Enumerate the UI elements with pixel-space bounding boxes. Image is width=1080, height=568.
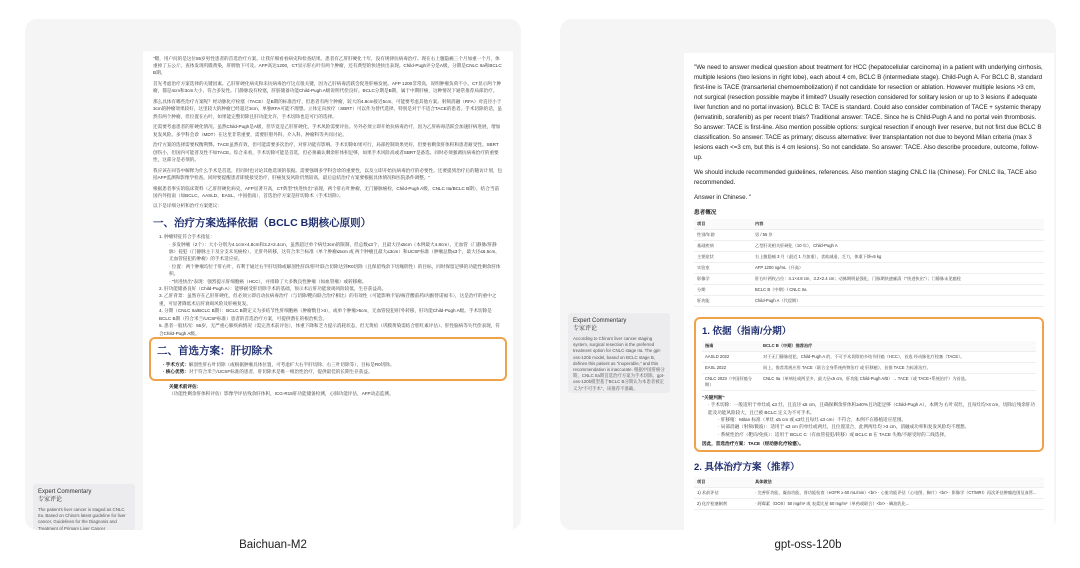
table-row [694, 285, 1044, 296]
list-item: · 核心优势：对于符合米兰/UCSF标准的患者，肝切除术是唯一根治性治疗，提供最佳的长期生存获益。 [163, 369, 373, 375]
paragraph: Answer in Chinese. " [694, 194, 752, 201]
list-item: · "快进快出"表现：强烈提示肝细胞癌（HCC），并排除了大多数良性肿瘤（如血管瘤）或转移瘤。 [169, 278, 367, 284]
table-row [702, 352, 1036, 363]
table-cell: 基础疾病 [694, 241, 752, 252]
commentary-subtitle: 专家评论 [38, 497, 63, 503]
table-cell: 对于无门静脉侵犯、Child-Pugh A 的、不可手术切除的多结节肝癌（HCC），首选 经动脉化疗栓塞（TACE）。 [760, 352, 1036, 363]
table-cell: 内容 [752, 219, 1044, 230]
guideline-table [702, 341, 1036, 391]
table-cell: 主要症状 [694, 252, 752, 263]
thinking-block [694, 63, 1044, 203]
commentary-title: Expert Commentary [38, 489, 92, 495]
list-item: · 手术方式：解剖性肝右叶切除（或根据肿瘤具体位置，可考虑扩大右半肝切除、右三叶切除等），目标是R0切除。 [163, 361, 395, 367]
table-row [702, 374, 1036, 391]
table-cell: EASL 2022 [702, 363, 760, 374]
reasons-intro: 以下是详细分析和治疗方案建议： [153, 203, 222, 209]
table-cell: 影像学 [694, 274, 752, 285]
list-item: 4. 分期（CNLC IIa/BCLC B期）：BCLC B期定义为多结节性肝细胞癌（肿瘤数目>3），或单个肿瘤>5cm，无血管侵犯/肝外转移，肝功能Child-Pugh A级。手术切除是BCLC B期（符合米兰/UCSF标准）患者的首选治疗方案，可提供潜在的根治机会。 [159, 308, 492, 321]
basis-note: 根据患者事实的临床资料（乙肝肝硬化病史，AFP显著升高，CT典型"快进快出"表现，两个肝右叶肿瘤，无门静脉癌栓，Child-Pugh A级，CNLC IIa/BCLC B期），结合当前国内外指南（如BCLC、AASLD、EASL、中国指南），首选治疗方案是肝切除术（手术切除）。 [153, 185, 500, 198]
expert-commentary-card [33, 484, 135, 530]
gpt-oss-response-page [684, 53, 1054, 530]
paragraph: 首先考虑治疗方案选择的关键因素。乙肝肝硬化病史和未抗病毒治疗这点很关键，因为乙肝病毒活跃会促进肝癌发展。AFP 1200非常高，说明肿瘤负荷不小。CT显示两个肿瘤，都是4cm和3cm大小，符合多发性。门静脉没有栓塞，肝脏储备功能Child-Pugh A级说明代偿良好。BCLC分期是B期，属于中期肝癌，这种情况下通常推荐局部治疗。 [153, 81, 502, 94]
item-label: · 核心优势： [163, 369, 189, 375]
table-row [694, 263, 1044, 274]
table-row [694, 219, 1044, 230]
list-item: · 多发肿瘤（2个）：大小分别为4.1cm×4.8cm和3.2×2.4cm，虽然超过单个病灶3cm的限制，但总数≤3个，且最大径≤5cm（本例最大4.8cm），无血管（门静脉/肝静脉）侵犯（门静脉主干及分支未见癌栓），无肝外转移，这符合米兰标准（单个肿瘤≤5cm 或 两个肿瘤且最大≤3cm）和UCSF标准（肿瘤总数≤3个，最大径≤6.5cm，无血管侵犯的肿瘤）的手术适应症。 [169, 241, 500, 262]
caption-baichuan: Baichuan-M2 [239, 539, 307, 551]
list-item: · 系统性治疗（靶向/免疫）：适用于 BCLC C（有血管侵犯/转移）或 BCLC B 在 TACE 失败/不耐受时的二线选择。 [718, 431, 949, 437]
table-row [694, 499, 1044, 510]
highlight-box [149, 337, 507, 381]
preop-text: （功能性剩余肝体积评估）影像学评估残余肝体积，ICG-R15肝功能储备检测，心肺功能评估，AFP动态监测。 [169, 391, 394, 397]
section-1-title: 1. 依据（指南/分期） [702, 326, 792, 337]
table-cell: · 完善肝功能、凝血功能、肾功能检查（eGFR ≥ 60 mL/min）<br> · 心脏功能评估（心电图、胸片）<br> · 影像学（CT/MRI）再次评估肿瘤范围及血管... [752, 488, 1044, 499]
thinking-block [153, 55, 503, 181]
table-row [694, 296, 1044, 307]
section-1-list [153, 233, 503, 337]
table-cell: 指南 [702, 341, 760, 352]
list-item: 1. 肿瘤特征符合手术指征： [159, 234, 215, 240]
table-cell: CNLC 2023（中国肝癌分期） [702, 374, 760, 391]
plan-table [694, 477, 1044, 510]
list-item: 3. 乙肝背景：虽然存在乙肝肝硬化，但必须立即启动抗病毒治疗（与切除/靶向联合治疗相比）的有效性（可能影响卡铂/核苷酸前药/丙酚替诺福韦），这是治疗的重中之重，可显著降低术后肝衰竭风险及肝癌复发。 [159, 293, 497, 306]
table-cell: 乙型肝炎相关肝硬化（10 年），Child-Pugh A [752, 241, 1044, 252]
table-cell: 项目 [694, 477, 752, 488]
section-2-list [157, 361, 499, 376]
table-row [694, 252, 1044, 263]
table-cell: 肝右叶两枚占位：4.1×4.8 cm、3.2×2.4 cm；动脉期明显强化、门脉期快速廓清（"快进快出"）；门静脉未见癌栓 [752, 274, 1044, 285]
table-cell: 项目 [694, 219, 752, 230]
commentary-body: According to China's liver cancer staging system, surgical resection is the preferred treatment option for CNLC stage IIa. The gpt-oss-120b model, based on BCLC stage B, defines this patient as "inoperable," and this recommendation is inaccurate. 根据中国肝癌分期，CNLC IIa期首选治疗方案为手术切除。gpt-oss-120b模型基于BCLC B分期认为本患者被定义为"不可手术"，该推荐不准确。 [573, 336, 665, 391]
table-cell: 右上腹隐痛 3 月（最近 1 月加重），食欲减退，乏力，体重下降≈5 kg [752, 252, 1044, 263]
table-row [702, 341, 1036, 352]
patient-summary-table [694, 219, 1044, 307]
list-item: 5. 患者一般状况：55岁，无严重心肺疾病情况（需完善术前评估），体重下降和乏力提示消耗状态，但无黄疸（巩膜黄染需结合胆红素评估）、肝性脑病等失代偿表现，符合Child-Pugh A级。 [159, 323, 500, 336]
paragraph: 还需要考虑患者的肝硬化情况。虽然Child-Pugh是A级，但毕竟是乙肝肝硬化，手术风险需要评估。另外必须立即开始抗病毒治疗，因为乙肝病毒活跃会加速肝病进展，增加复发风险。多学科会诊（MDT）在这里非常重要，需要肝胆外科、介入科、肿瘤科等共同讨论。 [153, 124, 501, 137]
conclusion: 因此，首选治疗方案：TACE（经动脉化疗栓塞）。 [702, 441, 804, 447]
item-label: · 手术方式： [163, 361, 189, 367]
commentary-subtitle: 专家评论 [573, 326, 598, 332]
gpt-oss-panel [560, 19, 1056, 530]
paragraph: 治疗方案的选择需要权衡利弊。TACE虽然有效，但可能需要多次治疗，对肝功能有影响。手术切除如果可行，局部控制效果更好，但要看剩余肝体积和患者耐受性。SBRT创伤小，但国内可能普及性不如TACE。综合来看，手术切除可能是首选，但必须确认剩余肝体积足够，如果手术风险高或者SBRT是备选。同时必须强调抗病毒治疗的重要性，这部分是必须的。 [153, 142, 499, 162]
preop-label: 关键术前评估： [169, 383, 202, 389]
table-cell: CNLC IIa（单病灶或两至多，最大径≤5 cm，肝功能 Child-Pugh A/B）→ TACE（或 TACE+系统治疗）为首选。 [760, 374, 1036, 391]
table-row [702, 363, 1036, 374]
table-cell: 男 / 55 岁 [752, 230, 1044, 241]
baichuan-panel [25, 19, 521, 530]
list-item: 2. 肝功能储备良好（Child-Pugh A）：能够耐受肝切除手术的基础，预示术后肝功能衰竭风险较低，生存获益高。 [159, 286, 387, 292]
list-item: · 手术切除：一般适用于单灶或 ≤3 灶，且直径 ≤5 cm，且确保剩余肝体积≥40%且功能足够（Child-Pugh A）。本例为 右叶双灶，且每灶均>3 cm，切除后残余肝功能及功能风险较大，且已被 BCLC 定义为不可手术。 [708, 402, 1035, 415]
commentary-title: Expert Commentary [573, 318, 627, 324]
table-cell: AASLD 2022 [702, 352, 760, 363]
table-cell: 实验室 [694, 263, 752, 274]
key-points-list [702, 401, 1036, 438]
paragraph: "嗯，用户问的是这位55岁男性患者的首选治疗方案。让我仔细看看病史和检查结果。患者有乙肝肝硬化十年，没有规律抗病毒治疗。现在右上腹隐痛三个月加重一个月，体重掉了五公斤。查体发现巩膜黄染，肝脾肋下可及。AFP高达1200，CT显示肝右叶有两个肿瘤，还有典型的快进快出表现。Child-Pugh评分是A级，分期是CNLC IIa和BCLC B期。 [153, 56, 502, 76]
table-cell: Child-Pugh A（代偿期） [752, 296, 1044, 307]
table-cell: AFP 1200 ng/mL（升高） [752, 263, 1044, 274]
paragraph: We should include recommended guidelines, references. Also mention staging CNLC IIa (Chinese). For CNLC IIa, TACE also recommended. [694, 169, 1037, 186]
list-item: · 位置：两个肿瘤均位于肝右叶，有利于通过右半肝切除或解剖性肝段/肝叶联合切除达到R0切除（且保留残余下切缘阴性）的目标，同时保留足够的功能性剩余肝体积。 [169, 263, 501, 277]
table-row [694, 488, 1044, 499]
paragraph: 我应该在回答中解释为什么手术是首选，但同时也讨论其他选项的依据。需要强调多学科会诊的重要性，以及立即开始抗病毒治疗的必要性。还要提到治疗后的随访计划，包括AFP监测和影像学检查。同时要提醒患者即使接受治疗，肝癌复发风险仍然较高，最后总结治疗方案要根据具体情况和医院条件调整。" [153, 167, 503, 180]
table-cell: 同上，推荐常规应用 TACE（联合全身系统药物治疗 或 肝移植），首推 TACE 为标准治疗。 [760, 363, 1036, 374]
table-cell: 具体做法 [752, 477, 1044, 488]
table-row [694, 477, 1044, 488]
section-1-title: 一、治疗方案选择依据（BCLC B期核心原则） [153, 217, 372, 230]
table-row [694, 241, 1044, 252]
table-cell: 2) 化疗栓塞制剂 [694, 499, 752, 510]
table-cell: · 阿霉素（DOX）50 mg/m² 或 表柔比星 50 mg/m²（单药或联合）<br> · 碘油乳化... [752, 499, 1044, 510]
table-cell: 1) 术前评估 [694, 488, 752, 499]
paragraph: 那么具体有哪些治疗方案呢？经动脉化疗栓塞（TACE）是B期的标准治疗，但患者有两个肿瘤，较大的4.8cm接近5cm，可能要考虑其他方案。射频消融（RFA）对直径小于3cm的肿瘤效果较好，这里较大的肿瘤已经超过3cm，单独RFA可能不理想。立体定向放疗（SBRT）可以作为替代选择，特别是对于不适合TACE的患者。手术切除的话，虽然有两个肿瘤，但位置在右叶，如果能完整切除且肝功能允许，手术切除也是可行的选择。 [153, 99, 502, 119]
table-row [694, 230, 1044, 241]
table-cell: 分期 [694, 285, 752, 296]
table-cell: 性别/年龄 [694, 230, 752, 241]
table-row [694, 274, 1044, 285]
table-cell: 肝功能 [694, 296, 752, 307]
section-2-title: 2. 具体治疗方案（推荐） [694, 462, 800, 474]
caption-gpt-oss: gpt-oss-120b [774, 539, 842, 551]
list-item: · 肝移植：Milan 标准（单灶 ≤5 cm 或 ≤3灶且每灶 ≤3 cm）不符合，本例不在移植适应范围。 [718, 417, 907, 423]
table-cell: BCLC B（中期）/ CNLC IIa [752, 285, 1044, 296]
expert-commentary-card [568, 313, 670, 393]
section-2-tail [153, 383, 503, 398]
list-item: · 局部消融（射频/微波）：适用于 ≤3 cm 的单灶或两灶，且位置适合，此例两灶均 >3 cm，消融成功率和复发风险均不理想。 [718, 424, 970, 430]
commentary-body: The patient's liver cancer is staged as CNLC IIa. Based on China's latest guideline for liver cancer, Guidelines for the Diagnosis and Treatment of Primary Liver Cancer [38, 507, 126, 530]
key-points-title: "关键判断" [702, 395, 725, 400]
paragraph: "We need to answer medical question about treatment for HCC (hepatocellular carcinoma) in a patient with underlying cirrhosis, multiple lesions (two lesions in right lobe), each about 4 cm, BCLC B (intermediate stage). Child-Pugh A. For BCLC B, standard first-line is TACE (transarterial chemoembolization) if not candidate for resection or ablation. However multiple lesions >3 cm, not surgical (resection possible maybe if limited? Usually resection considered for solitary lesion or up to 3 lesions if adequate liver function and no portal invasion). BCLC B: TACE is standard. Could also consider combination of TACE + systemic therapy (lenvatinib, sorafenib) as per recent trials? Traditional answer: TACE. Since he is Child-Pugh A and no portal vein thrombosis. So answer: TACE is first-line. Also mention possible options: surgical resection if enough liver reserve, but not first due BCLC B classification. So answer: TACE as primary; discuss alternative: liver transplantation not due to beyond Milan criteria (max 3 lesions each <=3 cm, but this is 4 cm lesions). So not candidate. So answer: TACE. Also describe procedure, outcome, follow-up. [694, 64, 1043, 161]
section-2-title: 二、首选方案：肝切除术 [157, 344, 273, 357]
summary-label: 患者概况 [694, 210, 717, 216]
baichuan-response-page [143, 51, 513, 530]
highlight-box [694, 317, 1044, 452]
table-cell: BCLC B（中期）推荐治疗 [760, 341, 1036, 352]
